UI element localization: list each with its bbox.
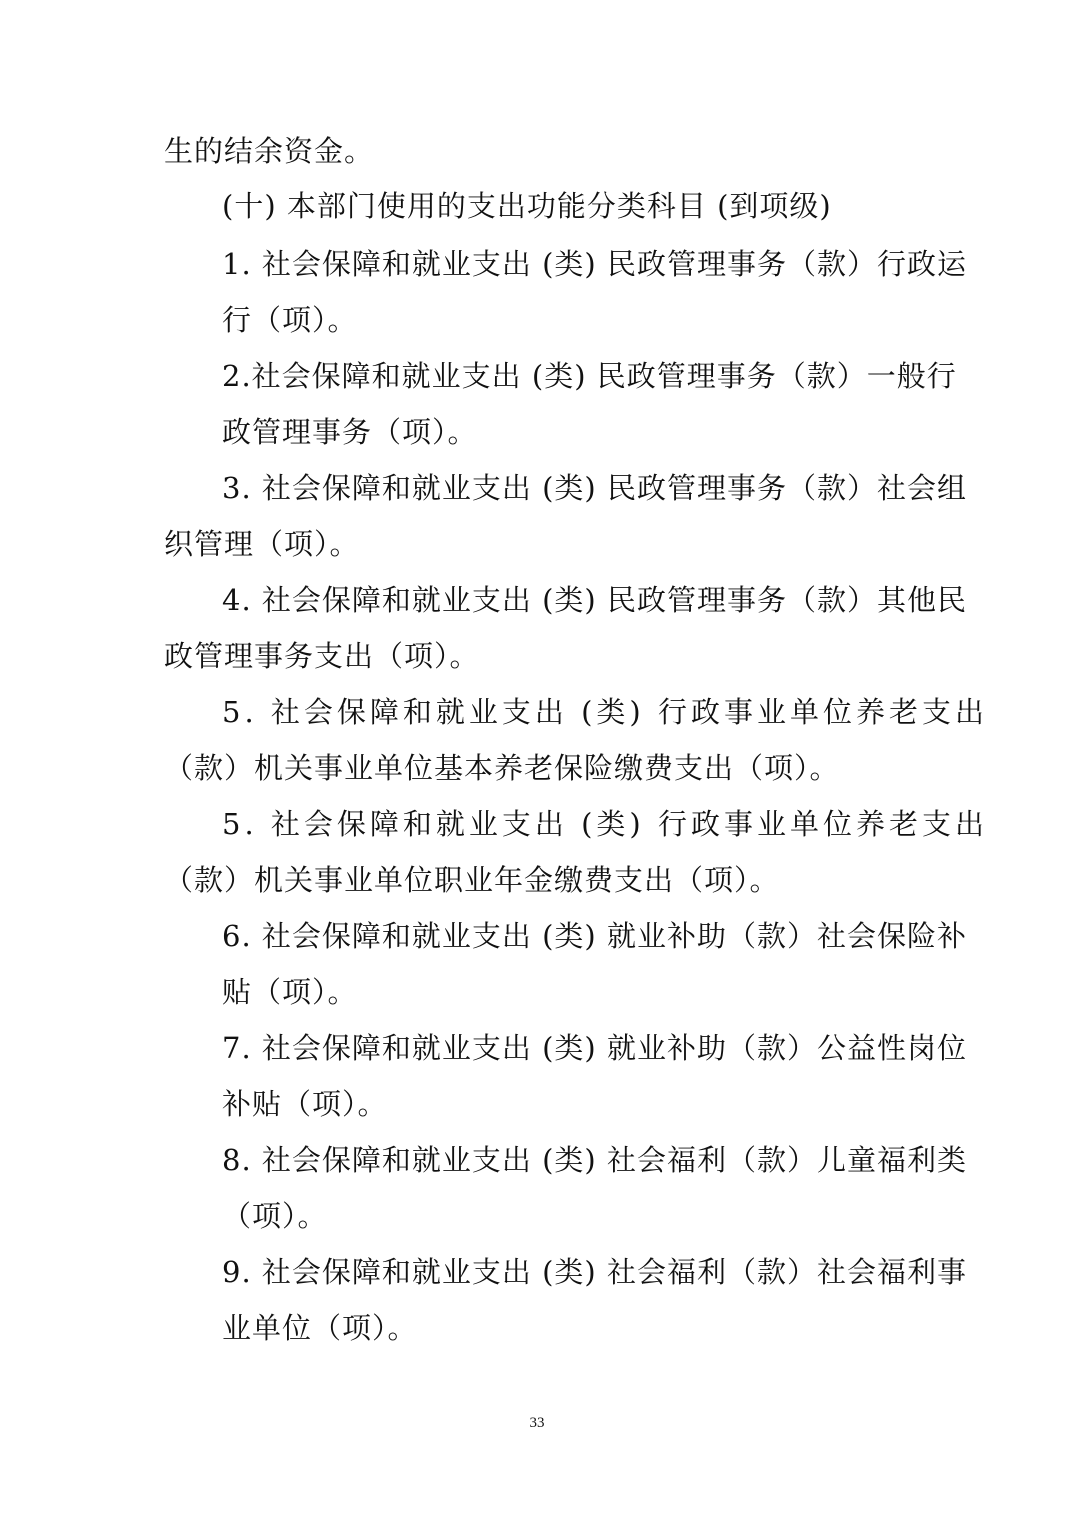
list-item-9-line-2: 业单位（项）。 — [222, 1311, 418, 1345]
section-heading: (十) 本部门使用的支出功能分类科目 (到项级) — [222, 189, 832, 223]
list-item-5b-line-2: （款）机关事业单位职业年金缴费支出（项）。 — [164, 863, 780, 897]
list-item-4-line-2: 政管理事务支出（项）。 — [164, 639, 480, 673]
list-item-6-line-1: 6. 社会保障和就业支出 (类) 就业补助（款）社会保险补 — [222, 919, 967, 953]
list-item-5b-line-1: 5. 社会保障和就业支出 (类) 行政事业单位养老支出 — [222, 807, 988, 841]
list-item-7-line-2: 补贴（项）。 — [222, 1087, 388, 1121]
list-item-2-line-1: 2.社会保障和就业支出 (类) 民政管理事务（款）一般行 — [222, 359, 957, 393]
list-item-5a-line-2: （款）机关事业单位基本养老保险缴费支出（项）。 — [164, 751, 840, 785]
list-item-4-line-1: 4. 社会保障和就业支出 (类) 民政管理事务（款）其他民 — [222, 583, 967, 617]
list-item-6-line-2: 贴（项）。 — [222, 975, 358, 1009]
text-line-continuation: 生的结余资金。 — [164, 134, 375, 168]
list-item-1-line-1: 1. 社会保障和就业支出 (类) 民政管理事务（款）行政运 — [222, 247, 967, 281]
list-item-1-line-2: 行（项）。 — [222, 303, 358, 337]
list-item-7-line-1: 7. 社会保障和就业支出 (类) 就业补助（款）公益性岗位 — [222, 1031, 967, 1065]
list-item-9-line-1: 9. 社会保障和就业支出 (类) 社会福利（款）社会福利事 — [222, 1255, 967, 1289]
list-item-8-line-1: 8. 社会保障和就业支出 (类) 社会福利（款）儿童福利类 — [222, 1143, 967, 1177]
list-item-8-line-2: （项）。 — [222, 1199, 328, 1233]
list-item-3-line-1: 3. 社会保障和就业支出 (类) 民政管理事务（款）社会组 — [222, 471, 967, 505]
list-item-5a-line-1: 5. 社会保障和就业支出 (类) 行政事业单位养老支出 — [222, 695, 988, 729]
page-number: 33 — [529, 1415, 545, 1431]
list-item-2-line-2: 政管理事务（项）。 — [222, 415, 478, 449]
list-item-3-line-2: 织管理（项）。 — [164, 527, 360, 561]
